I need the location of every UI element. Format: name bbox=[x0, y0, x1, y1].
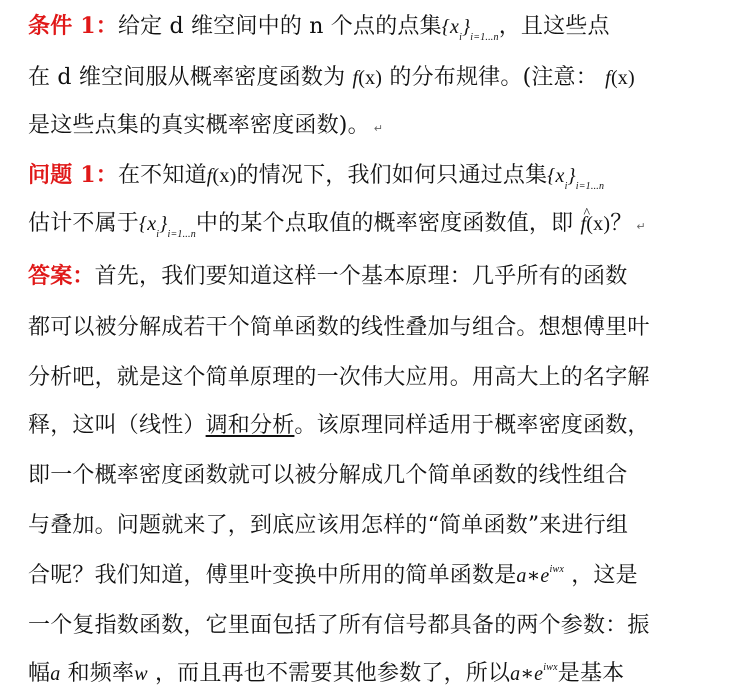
paragraph-1-line-3 bbox=[28, 112, 708, 143]
paragraph-3-line-8 bbox=[28, 612, 708, 640]
text: 是基本 bbox=[557, 661, 625, 686]
paragraph-3-line-6 bbox=[28, 512, 708, 540]
paragraph-2-line-2 bbox=[28, 210, 708, 242]
text: 中的某个点取值的概率密度函数值，即 bbox=[195, 211, 574, 236]
text: 合呢？我们知道，傅里叶变换中所用的简单函数是 bbox=[28, 563, 517, 588]
text: 释，这叫（线性） bbox=[28, 413, 206, 438]
text: 。该原理同样适用于概率密度函数， bbox=[294, 413, 650, 438]
text: 的情况下，我们如何只通过点集 bbox=[236, 163, 548, 188]
text: 是这些点集的真实概率密度函数)。 bbox=[28, 113, 370, 138]
paragraph-3-line-7 bbox=[28, 562, 708, 594]
text: 在 d 维空间服从概率密度函数为 bbox=[28, 65, 346, 90]
paragraph-3-line-3 bbox=[28, 364, 708, 392]
condition-label: 条件 1： bbox=[28, 13, 118, 39]
amplitude-symbol: a bbox=[50, 663, 61, 685]
text: 首先，我们要知道这样一个基本原理：几乎所有的函数 bbox=[94, 264, 628, 289]
paragraph-3-line-5 bbox=[28, 462, 708, 490]
harmonic-analysis-link[interactable]: 调和分析 bbox=[205, 413, 295, 438]
paragraph-mark-icon: ↵ bbox=[636, 220, 646, 233]
complex-exponential: $a∗e^{iwx}$ bbox=[510, 662, 558, 685]
text: 给定 d 维空间中的 n 个点的点集 bbox=[117, 14, 442, 39]
point-set: $\{x_i\}_{i=1...n}$ bbox=[547, 165, 605, 192]
paragraph-3-line-9 bbox=[28, 660, 708, 692]
frequency-symbol: w bbox=[134, 663, 148, 685]
paragraph-mark-icon: ↵ bbox=[373, 122, 384, 135]
density-function: f bbox=[206, 165, 213, 187]
paragraph-2-line-1 bbox=[28, 161, 708, 194]
text: 都可以被分解成若干个简单函数的线性叠加与组合。想想傅里叶 bbox=[28, 315, 650, 340]
paragraph-1-line-2 bbox=[28, 64, 708, 92]
paragraph-3-line-1 bbox=[28, 262, 708, 291]
text: 的分布规律。(注意： bbox=[389, 65, 598, 90]
text: ，且这些点 bbox=[498, 14, 610, 39]
text: 估计不属于 bbox=[28, 211, 140, 236]
text: 幅 bbox=[28, 661, 51, 686]
estimated-density-arg: (x) bbox=[586, 213, 611, 235]
answer-label: 答案： bbox=[28, 263, 95, 289]
density-function: f bbox=[605, 67, 611, 89]
complex-exponential: $a∗e^{iwx}$ bbox=[516, 564, 564, 587]
paragraph-1-line-1 bbox=[28, 12, 708, 45]
paragraph-3-line-4 bbox=[28, 412, 708, 440]
text: 和频率 bbox=[67, 661, 135, 686]
text: ？ bbox=[610, 211, 633, 236]
density-function-arg: (x) bbox=[212, 165, 237, 187]
text: 分析吧，就是这个简单原理的一次伟大应用。用高大上的名字解 bbox=[28, 365, 650, 390]
paragraph-3-line-2 bbox=[28, 314, 708, 342]
density-function-arg: (x) bbox=[610, 67, 635, 89]
text: ，这是 bbox=[571, 563, 638, 588]
density-function: f bbox=[352, 67, 359, 89]
question-label: 问题 1： bbox=[28, 162, 118, 188]
text: ，而且再也不需要其他参数了，所以 bbox=[154, 661, 511, 686]
text: 一个复指数函数，它里面包括了所有信号都具备的两个参数：振 bbox=[28, 613, 650, 638]
point-set: $\{x_i\}_{i=1...n}$ bbox=[441, 16, 499, 43]
text: 即一个概率密度函数就可以被分解成几个简单函数的线性组合 bbox=[28, 463, 628, 488]
estimated-density: ^ f bbox=[581, 210, 587, 238]
point-set: $\{x_i\}_{i=1...n}$ bbox=[139, 213, 196, 240]
text: 在不知道 bbox=[117, 163, 207, 188]
density-function-arg: (x) bbox=[358, 67, 383, 89]
text: 与叠加。问题就来了，到底应该用怎样的“简单函数”来进行组 bbox=[28, 513, 629, 538]
